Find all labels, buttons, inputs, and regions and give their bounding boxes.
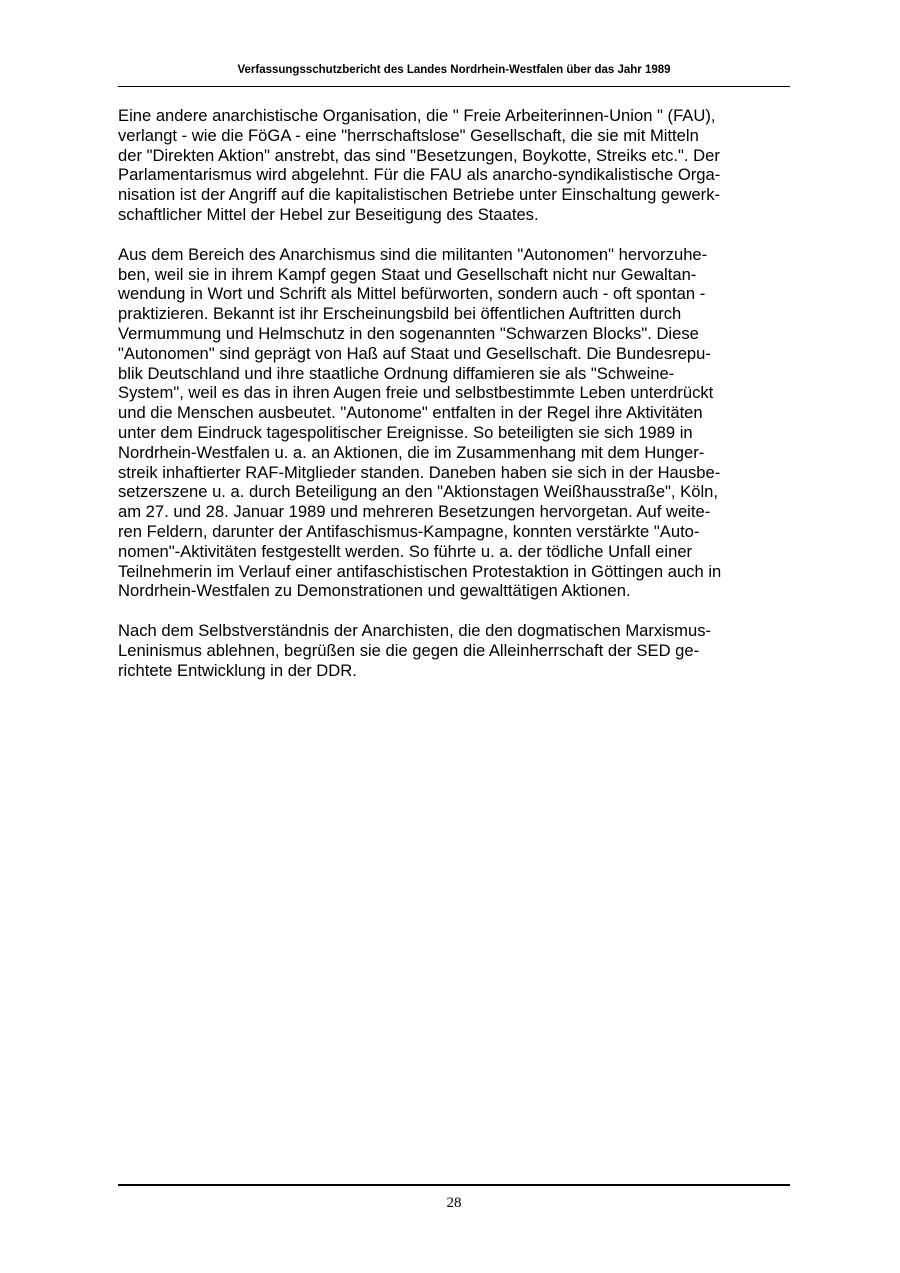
document-body — [118, 106, 790, 701]
text-line: und die Menschen ausbeutet. "Autonome" entfalten in der Regel ihre Aktivitäten — [118, 403, 703, 423]
text-line: streik inhaftierter RAF-Mitglieder standen. Daneben haben sie sich in der Hausbe- — [118, 462, 721, 482]
text-line: ben, weil sie in ihrem Kampf gegen Staat und Gesellschaft nicht nur Gewaltan- — [118, 264, 697, 284]
text-line: Parlamentarismus wird abgelehnt. Für die FAU als anarcho-syndikalistische Orga- — [118, 165, 721, 185]
paragraph-anarchisten-ddr — [118, 621, 790, 680]
text-line: nisation ist der Angriff auf die kapitalistischen Betriebe unter Einschaltung gewerk- — [118, 185, 721, 205]
paragraph-autonome — [118, 245, 790, 601]
text-line: praktizieren. Bekannt ist ihr Erscheinungsbild bei öffentlichen Auftritten durch — [118, 304, 682, 324]
header-divider — [118, 86, 790, 87]
text-line: "Autonomen" sind geprägt von Haß auf Staat und Gesellschaft. Die Bundesrepu- — [118, 343, 711, 363]
text-line: Nach dem Selbstverständnis der Anarchisten, die den dogmatischen Marxismus- — [118, 621, 712, 641]
text-line: blik Deutschland und ihre staatliche Ordnung diffamieren sie als "Schweine- — [118, 363, 675, 383]
text-line: Nordrhein-Westfalen zu Demonstrationen und gewalttätigen Aktionen. — [118, 581, 631, 601]
footer-divider — [118, 1184, 790, 1186]
text-line: ren Feldern, darunter der Antifaschismus-Kampagne, konnten verstärkte "Auto- — [118, 521, 700, 541]
text-line: setzerszene u. a. durch Beteiligung an den "Aktionstagen Weißhausstraße", Köln, — [118, 482, 718, 502]
text-line: Leninismus ablehnen, begrüßen sie die gegen die Alleinherrschaft der SED ge- — [118, 640, 700, 660]
running-header: Verfassungsschutzbericht des Landes Nordrhein-Westfalen über das Jahr 1989 — [237, 64, 671, 76]
text-line: wendung in Wort und Schrift als Mittel befürworten, sondern auch - oft spontan - — [118, 284, 706, 304]
text-line: richtete Entwicklung in der DDR. — [118, 660, 357, 680]
text-line: der "Direkten Aktion" anstrebt, das sind "Besetzungen, Boykotte, Streiks etc.". Der — [118, 145, 720, 165]
text-line: Teilnehmerin im Verlauf einer antifaschistischen Protestaktion in Göttingen auch in — [118, 561, 722, 581]
text-line: Nordrhein-Westfalen u. a. an Aktionen, die im Zusammenhang mit dem Hunger- — [118, 442, 705, 462]
text-line: verlangt - wie die FöGA - eine "herrschaftslose" Gesellschaft, die sie mit Mitteln — [118, 125, 699, 145]
text-line: am 27. und 28. Januar 1989 und mehreren Besetzungen hervorgetan. Auf weite- — [118, 502, 711, 522]
paragraph-fau — [118, 106, 790, 225]
page-number: 28 — [446, 1195, 462, 1211]
text-line: nomen"-Aktivitäten festgestellt werden. So führte u. a. der tödliche Unfall einer — [118, 541, 693, 561]
text-line: unter dem Eindruck tagespolitischer Ereignisse. So beteiligten sie sich 1989 in — [118, 422, 693, 442]
text-line: Aus dem Bereich des Anarchismus sind die militanten "Autonomen" hervorzuhe- — [118, 244, 708, 264]
text-line: Eine andere anarchistische Organisation, die " Freie Arbeiterinnen-Union " (FAU), — [118, 106, 716, 125]
text-line: System", weil es das in ihren Augen freie und selbstbestimmte Leben unterdrückt — [118, 383, 714, 403]
text-line: Vermummung und Helmschutz in den sogenannten "Schwarzen Blocks". Diese — [118, 323, 699, 343]
text-line: schaftlicher Mittel der Hebel zur Beseitigung des Staates. — [118, 204, 539, 224]
